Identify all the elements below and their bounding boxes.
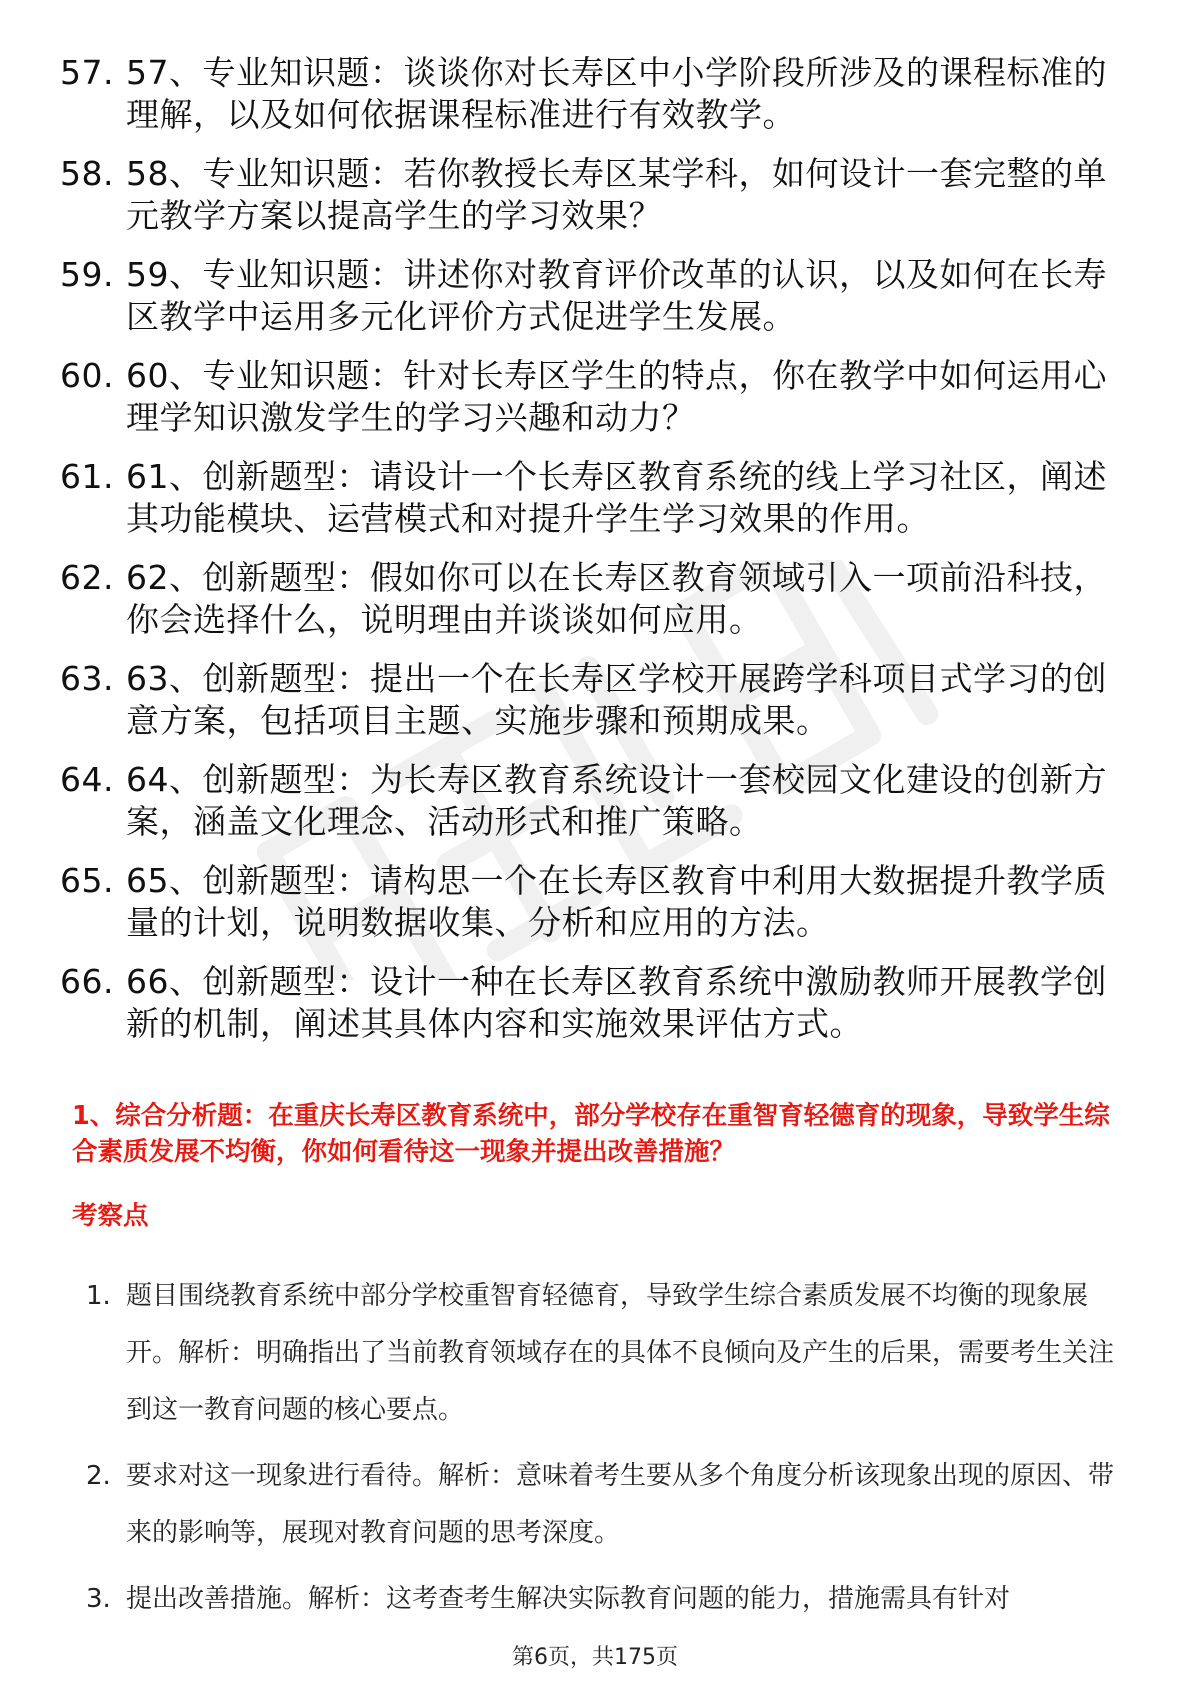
analysis-text: 要求对这一现象进行看待。解析：意味着考生要从多个角度分析该现象出现的原因、带来的影响等，展现对教育问题的思考深度。 bbox=[126, 1461, 1115, 1548]
question-text: 62、创新题型：假如你可以在长寿区教育领域引入一项前沿科技，你会选择什么，说明理由并谈谈如何应用。 bbox=[126, 558, 1107, 639]
question-item-65 bbox=[60, 860, 1130, 944]
analysis-number: 2. bbox=[86, 1461, 111, 1491]
question-item-63 bbox=[60, 658, 1130, 742]
analysis-text: 题目围绕教育系统中部分学校重智育轻德育，导致学生综合素质发展不均衡的现象展开。解析：明确指出了当前教育领域存在的具体不良倾向及产生的后果，需要考生关注到这一教育问题的核心要点。 bbox=[126, 1281, 1115, 1425]
question-number: 65. bbox=[60, 861, 114, 900]
question-number: 63. bbox=[60, 659, 114, 698]
section-heading: 1、综合分析题：在重庆长寿区教育系统中，部分学校存在重智育轻德育的现象，导致学生综合素质发展不均衡，你如何看待这一现象并提出改善措施？ bbox=[72, 1101, 1110, 1167]
question-item-62 bbox=[60, 557, 1130, 641]
analysis-number: 3. bbox=[86, 1584, 111, 1614]
question-number: 57. bbox=[60, 53, 114, 92]
analysis-point-3 bbox=[78, 1571, 1128, 1628]
section-subheading: 考察点 bbox=[72, 1201, 149, 1231]
analysis-point-2 bbox=[78, 1448, 1128, 1562]
question-item-57 bbox=[60, 52, 1130, 136]
question-item-60 bbox=[60, 355, 1130, 439]
analysis-text: 提出改善措施。解析：这考查考生解决实际教育问题的能力，措施需具有针对 bbox=[126, 1584, 1011, 1614]
question-number: 60. bbox=[60, 356, 114, 395]
question-item-59 bbox=[60, 254, 1130, 338]
question-text: 60、专业知识题：针对长寿区学生的特点，你在教学中如何运用心理学知识激发学生的学习兴趣和动力？ bbox=[126, 356, 1107, 437]
question-text: 64、创新题型：为长寿区教育系统设计一套校园文化建设的创新方案，涵盖文化理念、活动形式和推广策略。 bbox=[126, 760, 1107, 841]
question-text: 59、专业知识题：讲述你对教育评价改革的认识，以及如何在长寿区教学中运用多元化评价方式促进学生发展。 bbox=[126, 255, 1107, 336]
question-item-61 bbox=[60, 456, 1130, 540]
page-number-footer: 第6页，共175页 bbox=[512, 1645, 678, 1670]
question-text: 58、专业知识题：若你教授长寿区某学科，如何设计一套完整的单元教学方案以提高学生的学习效果？ bbox=[126, 154, 1107, 235]
question-number: 66. bbox=[60, 962, 114, 1001]
question-text: 61、创新题型：请设计一个长寿区教育系统的线上学习社区，阐述其功能模块、运营模式和对提升学生学习效果的作用。 bbox=[126, 457, 1107, 538]
analysis-point-list bbox=[78, 1268, 1128, 1637]
analysis-number: 1. bbox=[86, 1281, 111, 1311]
question-item-64 bbox=[60, 759, 1130, 843]
question-item-66 bbox=[60, 961, 1130, 1045]
question-number: 62. bbox=[60, 558, 114, 597]
question-number: 64. bbox=[60, 760, 114, 799]
analysis-point-1 bbox=[78, 1268, 1128, 1439]
question-text: 57、专业知识题：谈谈你对长寿区中小学阶段所涉及的课程标准的理解，以及如何依据课程标准进行有效教学。 bbox=[126, 53, 1107, 134]
question-number: 61. bbox=[60, 457, 114, 496]
analysis-section bbox=[72, 1098, 1132, 1234]
question-text: 65、创新题型：请构思一个在长寿区教育中利用大数据提升教学质量的计划，说明数据收集、分析和应用的方法。 bbox=[126, 861, 1107, 942]
question-list bbox=[60, 52, 1130, 1062]
question-text: 63、创新题型：提出一个在长寿区学校开展跨学科项目式学习的创意方案，包括项目主题、实施步骤和预期成果。 bbox=[126, 659, 1107, 740]
question-number: 58. bbox=[60, 154, 114, 193]
question-text: 66、创新题型：设计一种在长寿区教育系统中激励教师开展教学创新的机制，阐述其具体内容和实施效果评估方式。 bbox=[126, 962, 1107, 1043]
question-number: 59. bbox=[60, 255, 114, 294]
question-item-58 bbox=[60, 153, 1130, 237]
